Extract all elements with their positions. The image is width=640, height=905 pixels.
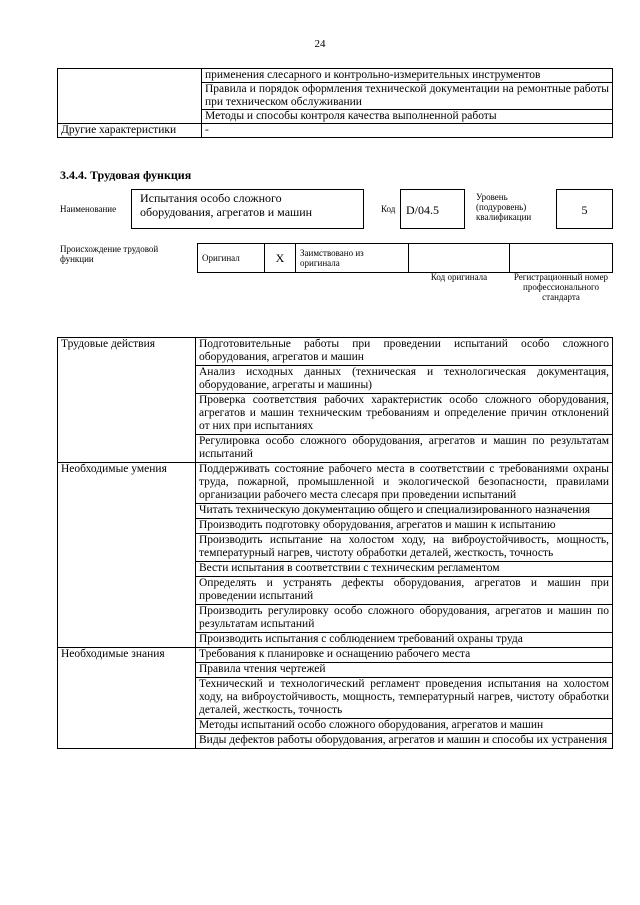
skill-item: Производить регулировку особо сложного оборудования, агрегатов и машин по результатам испытаний (196, 605, 613, 633)
original-mark: X (265, 244, 296, 273)
origin-label: Происхождение трудовой функции (60, 244, 159, 264)
main-table (57, 337, 613, 749)
reg-number-cell (510, 244, 613, 273)
labor-action-item: Проверка соответствия рабочих характеристик особо сложного оборудования, агрегатов и машин техническим требованиям и определение причин отклонений от них при испытаниях (196, 394, 613, 435)
borrowed-label: Заимствовано из оригинала (296, 244, 409, 273)
table-row (58, 463, 613, 504)
code-original-caption: Код оригинала (430, 272, 488, 282)
table-row (198, 244, 613, 273)
reg-number-caption: Регистрационный номер профессионального стандарта (513, 272, 609, 302)
labor-actions-label: Трудовые действия (58, 338, 196, 463)
skill-item: Производить испытания с соблюдением требований охраны труда (196, 633, 613, 648)
function-name-box: Испытания особо сложного оборудования, агрегатов и машин (131, 189, 364, 229)
table-row (58, 338, 613, 366)
labor-action-item: Анализ исходных данных (техническая и технологическая документация, оборудование, агрегаты и машины) (196, 366, 613, 394)
table-row (58, 124, 613, 138)
table-row (58, 648, 613, 663)
skill-item: Производить подготовку оборудования, агрегатов и машин к испытанию (196, 519, 613, 534)
knowledge-item: Технический и технологический регламент проведения испытания на холостом ходу, на виброустойчивость, мощность, температурный нагрев, чистоту обработки деталей, жесткость, точность (196, 678, 613, 719)
skill-item: Читать техническую документацию общего и специализированного назначения (196, 504, 613, 519)
table-cell-left (58, 69, 202, 124)
function-code-box: D/04.5 (400, 189, 465, 229)
skill-item: Поддерживать состояние рабочего места в соответствии с требованиями охраны труда, пожарной, промышленной и экологической безопасности, правилами организации рабочего места слесаря при проведении испытаний (196, 463, 613, 504)
knowledge-item: Виды дефектов работы оборудования, агрегатов и машин и способы их устранения (196, 734, 613, 749)
origin-table (197, 243, 613, 273)
table-cell-right: Правила и порядок оформления технической документации на ремонтные работы при техническом обслуживании (202, 83, 613, 110)
table-cell-right: применения слесарного и контрольно-измерительных инструментов (202, 69, 613, 83)
table-cell-right: Методы и способы контроля качества выполненной работы (202, 110, 613, 124)
original-label: Оригинал (198, 244, 265, 273)
labor-action-item: Подготовительные работы при проведении испытаний особо сложного оборудования, агрегатов и машин (196, 338, 613, 366)
skill-item: Определять и устранять дефекты оборудования, агрегатов и машин при проведении испытаний (196, 577, 613, 605)
table-cell-left: Другие характеристики (58, 124, 202, 138)
skill-item: Производить испытание на холостом ходу, на виброустойчивость, мощность, температурный нагрев, чистоту обработки деталей, жесткость, точность (196, 534, 613, 562)
knowledge-item: Методы испытаний особо сложного оборудования, агрегатов и машин (196, 719, 613, 734)
table-row (58, 69, 613, 83)
skill-item: Вести испытания в соответствии с техническим регламентом (196, 562, 613, 577)
labor-action-item: Регулировка особо сложного оборудования, агрегатов и машин по результатам испытаний (196, 435, 613, 463)
section-heading: 3.4.4. Трудовая функция (60, 168, 192, 182)
name-label: Наименование (60, 204, 117, 214)
page-number: 24 (314, 38, 326, 50)
level-box: 5 (556, 189, 613, 229)
code-original-cell (409, 244, 510, 273)
table-cell-right: - (202, 124, 613, 138)
top-table (57, 68, 613, 138)
required-skills-label: Необходимые умения (58, 463, 196, 648)
knowledge-item: Правила чтения чертежей (196, 663, 613, 678)
code-label: Код (381, 204, 396, 214)
level-label: Уровень (подуровень) квалификации (476, 192, 532, 222)
knowledge-item: Требования к планировке и оснащению рабочего места (196, 648, 613, 663)
required-knowledge-label: Необходимые знания (58, 648, 196, 749)
